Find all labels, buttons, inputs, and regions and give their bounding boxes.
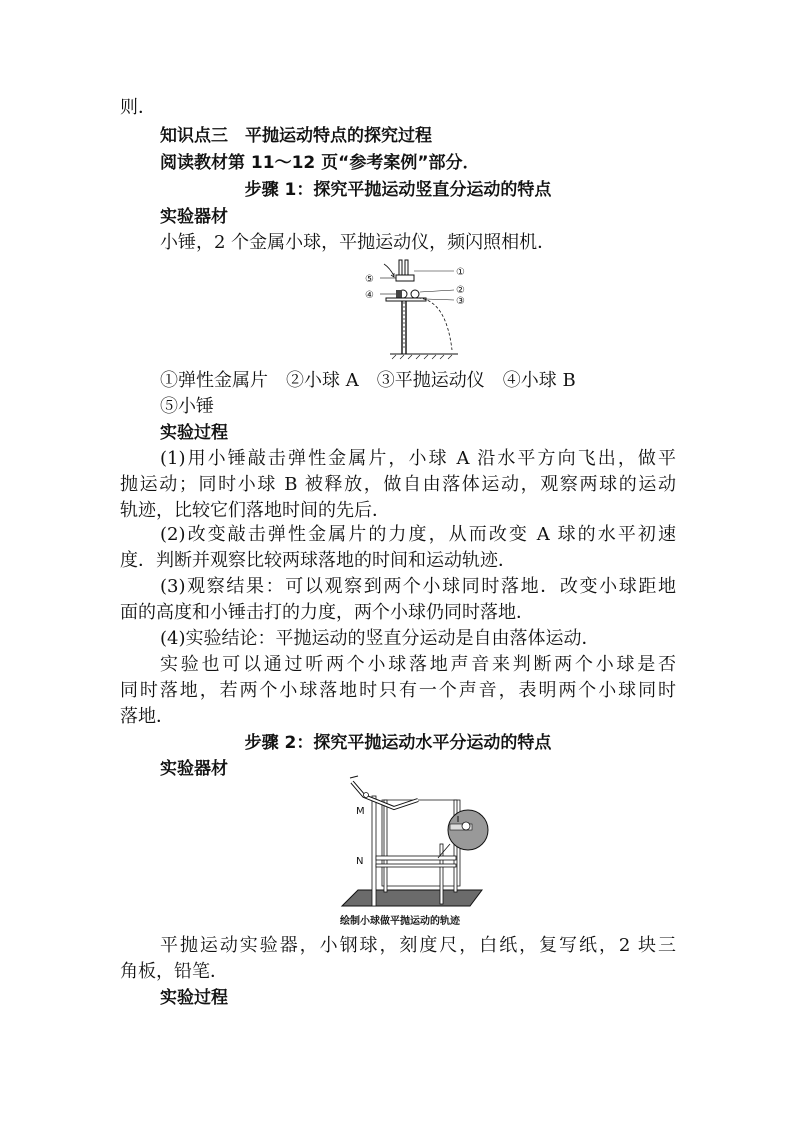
step2-heading: 步骤 2：探究平抛运动水平分运动的特点 [244,733,552,753]
text-line: 则． [120,97,156,118]
note-line2: 同时落地，若两个小球落地时只有一个声音，表明两个小球同时 [120,680,676,701]
label-m: M [356,806,365,817]
figure2-caption: 绘制小球做平抛运动的轨迹 [340,916,460,927]
procedure-3b: 面的高度和小锤击打的力度，两个小球仍同时落地． [120,602,534,623]
procedure-1b: 抛运动；同时小球 B 被释放，做自由落体运动，观察两球的运动 [120,474,676,495]
label-apparatus: ③ [456,296,465,307]
label-metal-sheet: ① [456,267,465,278]
procedure-2b: 度．判断并观察比较两球落地的时间和运动轨迹． [120,550,516,571]
equipment-list-2a: 平抛运动实验器，小钢球，刻度尺，白纸，复写纸，2 块三 [160,935,676,956]
subheading-procedure: 实验过程 [160,423,228,443]
subheading-procedure-2: 实验过程 [160,988,228,1008]
equipment-list-2b: 角板，铅笔． [120,961,228,982]
procedure-2a: (2)改变敲击弹性金属片的力度，从而改变 A 球的水平初速 [160,524,676,545]
equipment-list: 小锤，2 个金属小球，平抛运动仪，频闪照相机． [160,232,556,253]
apparatus-diagram [360,258,480,364]
subheading-equipment: 实验器材 [160,207,228,227]
label-n: N [356,856,364,867]
procedure-4: (4)实验结论：平抛运动的竖直分运动是自由落体运动． [160,628,600,649]
figure1-legend-line1: ①弹性金属片 ②小球 A ③平抛运动仪 ④小球 B [160,370,576,391]
step1-heading: 步骤 1：探究平抛运动竖直分运动的特点 [244,180,552,200]
note-line3: 落地． [120,706,174,727]
section-heading: 知识点三 平抛运动特点的探究过程 [160,126,432,146]
procedure-3a: (3)观察结果：可以观察到两个小球同时落地．改变小球距地 [160,576,676,597]
label-hammer: ⑤ [365,274,374,285]
reading-instruction: 阅读教材第 11～12 页“参考案例”部分． [160,153,480,173]
label-ball-b: ④ [365,290,374,301]
procedure-1c: 轨迹，比较它们落地时间的先后． [120,500,390,521]
note-line1: 实验也可以通过听两个小球落地声音来判断两个小球是否 [160,654,676,675]
figure1-legend-line2: ⑤小锤 [160,396,214,417]
label-ball-a: ② [456,285,465,296]
procedure-1a: (1)用小锤敲击弹性金属片，小球 A 沿水平方向飞出，做平 [160,448,676,469]
subheading-equipment-2: 实验器材 [160,759,228,779]
projectile-apparatus-diagram [330,774,500,912]
